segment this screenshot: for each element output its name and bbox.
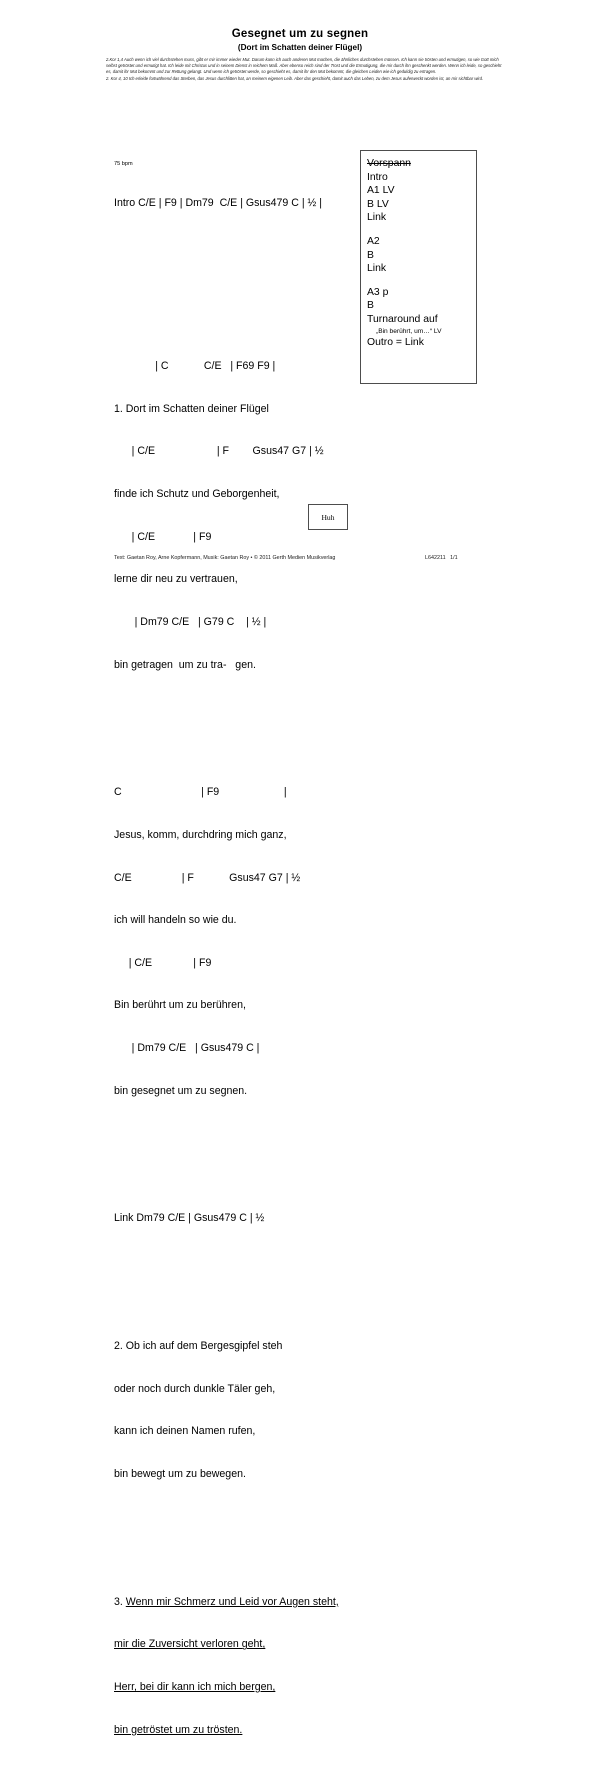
chorus-chord-2: C/E | F Gsus47 G7 | ½ [114,871,301,884]
verse3-text-4: bin getröstet um zu trösten. [114,1723,243,1736]
verse3-text-3: Herr, bei dir kann ich mich bergen, [114,1681,276,1694]
structure-item: B [367,300,374,312]
spacer [114,295,374,302]
scripture-paragraph-2: 2. Kor 4, 10 Ich erleide fortwährend das Sterben, das Jesus durchlitten hat, an meinem eigenen Leib. Aber das geschieht, damit auch das Leben, zu dem Jesus auferweckt worden ist, an mir sichtbar wird. [106,75,484,81]
verse1-lyric-1: 1. Dort im Schatten deiner Flügel [114,402,269,415]
verse3-line-4 [114,1723,374,1737]
structure-item: Link [367,212,387,224]
verse1-chord-3: | C/E | F9 [114,530,212,543]
spacer [114,1140,374,1154]
structure-item: B LV [367,198,389,210]
spacer [114,714,374,728]
structure-item: Turnaround auf [367,313,438,325]
verse3-line-2 [114,1637,374,1651]
structure-item: Intro [367,171,388,183]
scripture-block [106,57,504,82]
intro-line: Intro C/E | F9 | Dm79 C/E | Gsus479 C | ½ | [114,197,323,210]
structure-item: A1 LV [367,185,395,197]
verse3-number: 3. [114,1595,126,1608]
chord-sheet [114,118,374,1779]
scripture-paragraph-1: 2.Kor 1,4 Auch wenn ich viel durchstehen muss, gibt er mir immer wieder Mut. Darum kann ich auch anderen Mut machen, die ähnliches durchstehen müssen. Ich kann sie trösten und ermutigen, so wie Gott mich selbst getröstet und ermutigt hat. Ich leide mit Christus und in seinem Dienst in reichem Maß. Aber ebenso reich sind der Trost und die Ermutigung, die mir durch ihn geschenkt werden. Wenn ich leide, so geschieht es, damit ihr Mut bekommt und zur Rettung gelangt. Und wenn ich getröstet werde, so geschieht es, damit ihr den Mut bekommt, die gleichen Leiden wie ich geduldig zu ertragen. [106,57,502,75]
spacer [114,1524,374,1538]
footer-credit: Text: Gaetan Roy, Arne Kopfermann, Musik: Gaetan Roy • © 2011 Gerth Medien Musikverlag [114,555,336,561]
verse1-chord-4: | Dm79 C/E | G79 C | ½ | [114,615,267,628]
verse2-line-4: bin bewegt um zu bewegen. [114,1468,246,1481]
spacer [367,225,476,235]
chorus-chord-1: C | F9 | [114,786,287,799]
chorus-lyric-2: ich will handeln so wie du. [114,914,237,927]
footer-code: L642211 1/1 [425,555,458,561]
spacer [114,253,374,267]
verse3-line-3 [114,1680,374,1694]
verse1-lyric-4: bin getragen um zu tra- gen. [114,658,256,671]
tempo-marking: 75 bpm [114,160,133,167]
structure-item: A2 [367,235,380,247]
verse3-text-2: mir die Zuversicht verloren geht, [114,1638,266,1651]
annotation-label: Huh [321,512,335,522]
verse3-text-1: Wenn mir Schmerz und Leid vor Augen steht, [125,1595,339,1608]
structure-note: „Bin berührt, um…“ LV [376,327,442,335]
structure-heading: Vorspann [367,158,411,169]
spacer [367,276,476,286]
chorus-lyric-4: bin gesegnet um zu segnen. [114,1084,248,1097]
verse2-line-2: oder noch durch dunkle Täler geh, [114,1382,276,1395]
verse1-lyric-3: lerne dir neu zu vertrauen, [114,573,238,586]
verse2-line-3: kann ich deinen Namen rufen, [114,1425,256,1438]
page-title: Gesegnet um zu segnen [231,28,369,40]
annotation-box [308,504,348,530]
structure-item: Link [367,263,387,275]
verse1-lyric-2: finde ich Schutz und Geborgenheit, [114,488,280,501]
page-subtitle: (Dort im Schatten deiner Flügel) [237,43,363,52]
structure-item: B [367,249,374,261]
chorus-chord-3: | C/E | F9 [114,956,212,969]
verse2-line-1: 2. Ob ich auf dem Bergesgipfel steh [114,1340,283,1353]
verse3-line-1 [114,1595,374,1609]
verse1-chord-2: | C/E | F Gsus47 G7 | ½ [114,445,324,458]
chorus-lyric-3: Bin berührt um zu berühren, [114,999,246,1012]
song-structure-box [360,150,477,384]
structure-item: A3 p [367,286,389,298]
title-block [0,28,600,53]
structure-item-outro: Outro = Link [367,336,424,348]
verse1-chord-1: | C C/E | F69 F9 | [114,360,276,373]
spacer [114,1268,374,1282]
link-line: Link Dm79 C/E | Gsus479 C | ½ [114,1212,265,1225]
chorus-lyric-1: Jesus, komm, durchdring mich ganz, [114,828,287,841]
chorus-chord-4: | Dm79 C/E | Gsus479 C | [114,1041,260,1054]
